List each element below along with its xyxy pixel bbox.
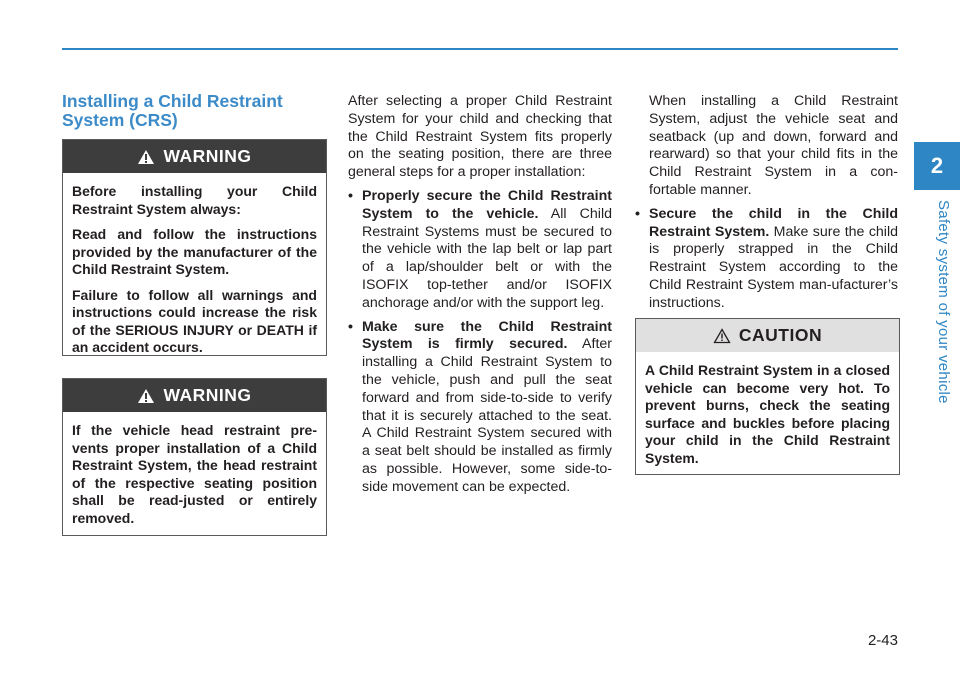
right-column [635, 93, 898, 319]
header-rule [62, 48, 898, 50]
list-item [635, 206, 898, 313]
warning-paragraph: Read and follow the instructions provided by the manufacturer of the Child Restraint System. [72, 226, 317, 277]
warning-paragraph: Failure to follow all warnings and instructions could increase the risk of the SERIOUS INJURY or DEATH if an accident occurs. [72, 286, 317, 355]
warning-triangle-icon [137, 149, 155, 165]
warning-triangle-icon [137, 388, 155, 404]
intro-paragraph: After selecting a proper Child Restraint System for your child and checking that the Child Restraint System fits properly on the seating position, there are three general steps for a proper installation: [348, 93, 612, 181]
warning-text: If the vehicle head restraint pre-vents proper installation of a Child Restraint System, the head restraint of the respective seating position shall be read-justed or entirely removed. [72, 422, 317, 526]
step-heading: Properly secure the Child Restraint System to the vehicle. [362, 187, 612, 222]
intro-paragraph: When installing a Child Restraint System, adjust the vehicle seat and seatback (up and down, forward and rearward) so that your child fits in the Child Restraint System in a con-fortable manner. [649, 93, 898, 198]
step-list [635, 206, 898, 313]
caution-header [636, 319, 899, 352]
chapter-tab [914, 142, 960, 190]
chapter-title: Safety system of your vehicle [935, 200, 952, 404]
warning-paragraph: Before installing your Child Restraint System always: [72, 183, 317, 217]
caution-box [635, 318, 900, 475]
warning-label: WARNING [163, 146, 252, 166]
caution-label: CAUTION [738, 325, 823, 345]
warning-body [63, 173, 326, 367]
step-heading: Secure the child in the Child Restraint System. [649, 205, 898, 240]
step-text: All Child Restraint Systems must be secured to the vehicle with the lap belt or lap part of a lap/shoulder belt or with the ISOFIX top-tether and/or ISOFIX anchorage and/or with the support leg. [362, 205, 612, 311]
caution-triangle-icon [713, 328, 731, 344]
step-heading: Make sure the Child Restraint System is firmly secured. [362, 318, 612, 353]
warning-body [63, 412, 326, 537]
caution-body [636, 352, 899, 477]
step-text: Make sure the child is properly strapped in the Child Restraint System according to the Child Restraint System man-ufacturer’s instructions. [649, 223, 898, 311]
section-title: Installing a Child Restraint System (CRS) [62, 91, 283, 130]
chapter-number: 2 [930, 153, 944, 178]
step-text: After installing a Child Restraint System to the vehicle, push and pull the seat forward and from side-to-side to verify that it is securely attached to the seat. A Child Restraint System secured with a seat belt should be installed as firmly as possible. However, some side-to-side movement can be expected. [362, 336, 612, 495]
caution-text: A Child Restraint System in a closed vehicle can become very hot. To prevent burns, check the seating surface and buckles before placing your child in the Child Restraint System. [645, 362, 890, 466]
warning-header [63, 140, 326, 173]
warning-label: WARNING [163, 385, 252, 405]
list-item [348, 188, 612, 313]
warning-header [63, 379, 326, 412]
middle-column [348, 93, 612, 503]
step-list [348, 188, 612, 497]
warning-box-1 [62, 139, 327, 356]
page-number: 2-43 [867, 632, 898, 649]
warning-box-2 [62, 378, 327, 536]
list-item [348, 319, 612, 497]
